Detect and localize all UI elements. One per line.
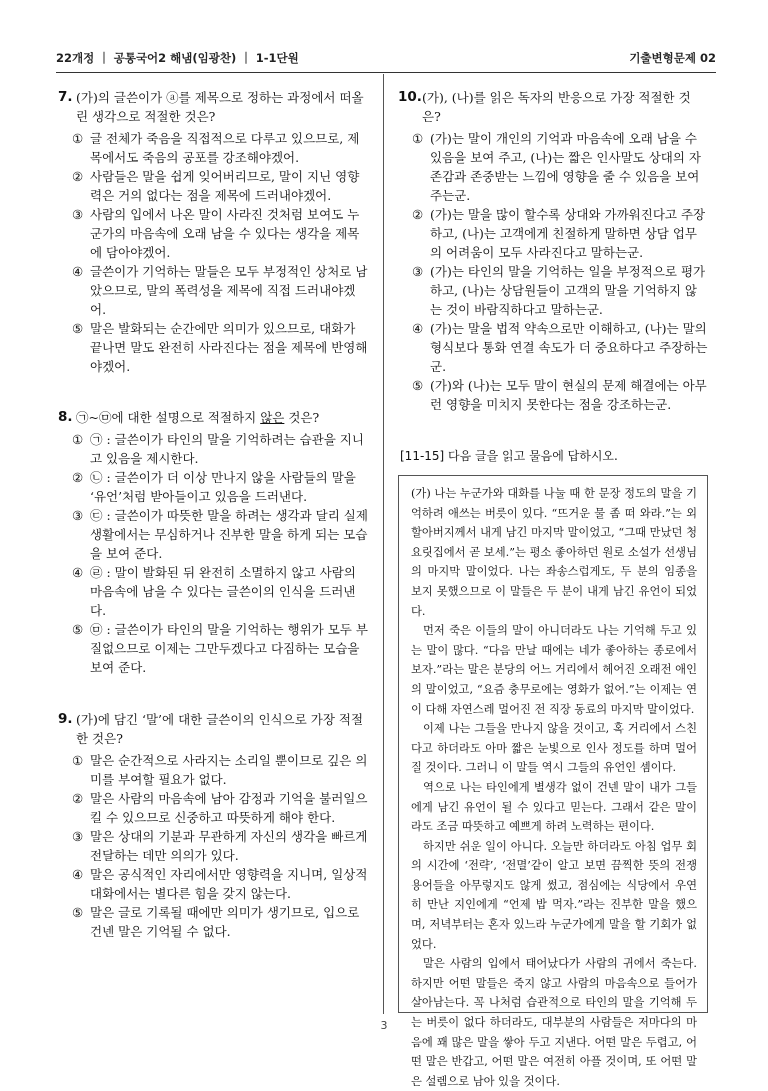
left-column: [58, 88, 368, 376]
reading-passage-box: [398, 475, 708, 1088]
question-7-head: [58, 88, 368, 126]
question-10-option-1[interactable]: ① (가)는 말이 개인의 기억과 마음속에 오래 남을 수 있음을 보여 주고, (나)는 짧은 인사말도 상대의 자존감과 존중받는 느낌에 영향을 줄 수 있음을 보여 주는군.: [412, 131, 701, 203]
question-10-head: [398, 88, 708, 126]
question-7-option-2[interactable]: ② 사람들은 말을 쉽게 잊어버리므로, 말이 지닌 영향력은 거의 없다는 점을 제목에 드러내야겠어.: [72, 169, 360, 203]
question-8-option-2[interactable]: ② ㉡ : 글쓴이가 더 이상 만나지 않을 사람들의 말을 ‘유언’처럼 받아들이고 있음을 드러낸다.: [72, 470, 356, 504]
page-header: [56, 50, 716, 70]
page-number: 3: [380, 1019, 388, 1032]
question-9: [58, 710, 368, 941]
question-8-stem-underlined: 않은: [260, 410, 285, 425]
question-9-stem: (가)에 담긴 ‘말’에 대한 글쓴이의 인식으로 가장 적절한 것은?: [76, 712, 364, 746]
question-8: [58, 408, 368, 677]
section-instruction: [11-15] 다음 글을 읽고 물음에 답하시오.: [400, 449, 618, 463]
question-10-option-4[interactable]: ④ (가)는 말을 법적 약속으로만 이해하고, (나)는 말의 형식보다 통화 연결 속도가 더 중요하다고 주장하는군.: [412, 321, 708, 374]
passage-paragraph: 하지만 쉬운 일이 아니다. 오늘만 하더라도 아침 업무 회의 시간에 ‘전략’, ‘전멸’같이 알고 보면 끔찍한 뜻의 전쟁 용어들을 아무렇지도 않게 썼고, 점심에는 식당에서 우연히 만난 지인에게 “언제 밥 먹자.”라는 진부한 말을 했으며, 저녁부터는 혼자 있느라 누군가에게 말을 할 기회가 없었다.: [411, 839, 697, 951]
left-column-q8: [58, 408, 368, 677]
question-9-option-4[interactable]: ④ 말은 공식적인 자리에서만 영향력을 지니며, 일상적 대화에서는 별다른 힘을 갖지 않는다.: [72, 867, 368, 901]
question-7-option-3[interactable]: ③ 사람의 입에서 나온 말이 사라진 것처럼 보여도 누군가의 마음속에 오래 남을 수 있다는 생각을 제목에 담아야겠어.: [72, 207, 360, 260]
question-10-number: 10.: [398, 89, 422, 105]
question-10: [398, 88, 708, 414]
passage-paragraph: 먼저 죽은 이들의 말이 아니더라도 나는 기억해 두고 있는 말이 많다. “다음 만날 때에는 네가 좋아하는 종로에서 보자.”라는 말은 분당의 어느 거리에서 헤어진 오래전 애인의 말이었고, “요즘 충무로에는 영화가 없어.”는 이제는 연이 다해 자연스레 멀어진 전 직장 동료의 마지막 말이었다.: [411, 624, 697, 716]
question-9-head: [58, 710, 368, 748]
question-8-stem-before: ㉠~㉤에 대한 설명으로 적절하지: [76, 410, 261, 425]
question-7-option-1[interactable]: ① 글 전체가 죽음을 직접적으로 다루고 있으므로, 제목에서도 죽음의 공포를 강조해야겠어.: [72, 131, 360, 165]
question-7-option-4[interactable]: ④ 글쓴이가 기억하는 말들은 모두 부정적인 상처로 남았으므로, 말의 폭력성을 제목에 직접 드러내야겠어.: [72, 264, 368, 317]
header-section-label: 기출변형문제 02: [629, 51, 716, 65]
question-7-number: 7.: [58, 89, 73, 105]
passage-paragraph: (가) 나는 누군가와 대화를 나눌 때 한 문장 정도의 말을 기억하려 애쓰는 버릇이 있다. “뜨거운 물 좀 떠 와라.”는 외할아버지께서 내게 남긴 마지막 말이었고, “그때 만났던 청요릿집에서 곧 보세.”는 평소 좋아하던 원로 소설가 선생님의 마지막 말이었다. 나는 좌송스럽게도, 두 분의 임종을 보지 못했으므로 이 말들은 두 분이 내게 남긴 유언이 되었다.: [411, 487, 697, 618]
question-10-stem: (가), (나)를 읽은 독자의 반응으로 가장 적절한 것은?: [422, 90, 691, 124]
question-9-number: 9.: [58, 711, 73, 727]
passage-paragraph: 말은 사람의 입에서 태어났다가 사람의 귀에서 죽는다. 하지만 어떤 말들은 죽지 않고 사람의 마음속으로 들어가 살아남는다. 꼭 나처럼 습관적으로 타인의 말을 기억해 두는 버릇이 없다 하더라도, 대부분의 사람들은 저마다의 마음에 꽤 많은 말을 쌓아 두고 지낸다. 어떤 말은 두렵고, 어떤 말은 반갑고, 어떤 말은 여전히 아플 것이며, 또 어떤 말은 설렘으로 남아 있을 것이다.: [411, 957, 697, 1088]
question-10-option-2[interactable]: ② (가)는 말을 많이 할수록 상대와 가까워진다고 주장하고, (나)는 고객에게 친절하게 말하면 상담 업무의 어려움이 모두 사라진다고 말하는군.: [412, 207, 706, 260]
question-8-option-1[interactable]: ① ㉠ : 글쓴이가 타인의 말을 기억하려는 습관을 지니고 있음을 제시한다.: [72, 432, 364, 466]
question-8-head: [58, 408, 368, 427]
column-divider: [383, 74, 384, 1014]
question-8-option-4[interactable]: ④ ㉣ : 말이 발화된 뒤 완전히 소멸하지 않고 사람의 마음속에 남을 수 있다는 글쓴이의 인식을 드러낸다.: [72, 565, 356, 618]
question-9-option-2[interactable]: ② 말은 사람의 마음속에 남아 감정과 기억을 불러일으킬 수 있으므로 신중하고 따뜻하게 해야 한다.: [72, 791, 368, 825]
question-9-option-3[interactable]: ③ 말은 상대의 기분과 무관하게 자신의 생각을 빠르게 전달하는 데만 의의가 있다.: [72, 829, 368, 863]
question-7-stem: (가)의 글쓴이가 ⓐ를 제목으로 정하는 과정에서 떠올린 생각으로 적절한 것은?: [76, 90, 364, 124]
right-column-q10: [398, 88, 708, 414]
question-7-option-5[interactable]: ⑤ 말은 발화되는 순간에만 의미가 있으므로, 대화가 끝나면 말도 완전히 사라진다는 점을 제목에 반영해야겠어.: [72, 321, 368, 374]
header-divider: [56, 72, 716, 73]
header-course-info: 22개정 ｜ 공통국어2 해냄(임광찬) ｜ 1-1단원: [56, 51, 299, 65]
question-9-option-5[interactable]: ⑤ 말은 글로 기록될 때에만 의미가 생기므로, 입으로 건넨 말은 기억될 수 없다.: [72, 905, 360, 939]
left-column-q9: [58, 710, 368, 941]
question-9-option-1[interactable]: ① 말은 순간적으로 사라지는 소리일 뿐이므로 깊은 의미를 부여할 필요가 없다.: [72, 753, 368, 787]
question-10-option-5[interactable]: ⑤ (가)와 (나)는 모두 말이 현실의 문제 해결에는 아무런 영향을 미치지 못한다는 점을 강조하는군.: [412, 378, 707, 412]
question-8-stem-after: 것은?: [284, 410, 320, 425]
question-10-option-3[interactable]: ③ (가)는 타인의 말을 기억하는 일을 부정적으로 평가하고, (나)는 상담원들이 고객의 말을 기억하지 않는 것이 바람직하다고 말하는군.: [412, 264, 706, 317]
question-8-option-3[interactable]: ③ ㉢ : 글쓴이가 따뜻한 말을 하려는 생각과 달리 실제 생활에서는 무심하거나 진부한 말을 하게 되는 모습을 보여 준다.: [72, 508, 368, 561]
question-8-option-5[interactable]: ⑤ ㉤ : 글쓴이가 타인의 말을 기억하는 행위가 모두 부질없으므로 이제는 그만두겠다고 다짐하는 모습을 보여 준다.: [72, 622, 368, 675]
passage-paragraph: 역으로 나는 타인에게 별생각 없이 건넨 말이 내가 그들에게 남긴 유언이 될 수 있다고 믿는다. 그래서 같은 말이라도 조금 따뜻하고 예쁘게 하려 노력하는 편이다.: [411, 780, 697, 834]
question-7: [58, 88, 368, 376]
question-8-number: 8.: [58, 409, 73, 425]
passage-paragraph: 이제 나는 그들을 만나지 않을 것이고, 혹 거리에서 스친다고 하더라도 아마 짧은 눈빛으로 인사 정도를 하며 멀어질 것이다. 그러니 이 말들 역시 그들의 유언인 셈이다.: [411, 722, 697, 775]
